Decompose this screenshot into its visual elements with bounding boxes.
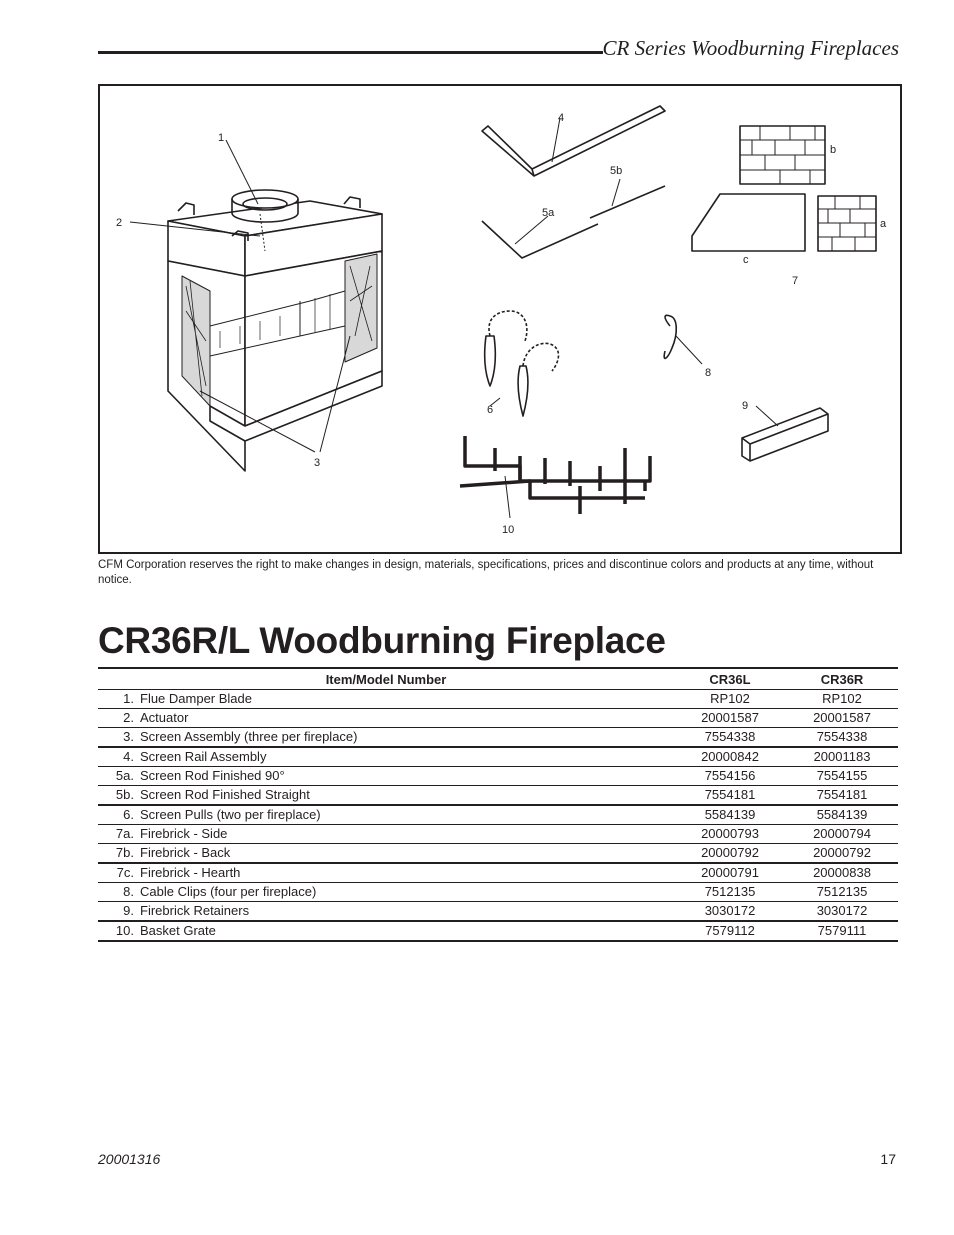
item-description: Cable Clips (four per fireplace) (140, 884, 317, 899)
item-description: Screen Rod Finished Straight (140, 787, 310, 802)
header-cr36l: CR36L (709, 671, 751, 687)
table-row (98, 786, 898, 806)
cr36l-part-number: 7512135 (704, 884, 756, 899)
table-row (98, 805, 898, 825)
table-row (98, 709, 898, 728)
cr36r-part-number: RP102 (822, 691, 862, 706)
page-title: CR36R/L Woodburning Fireplace (98, 620, 666, 661)
cr36r-part-number: 7512135 (816, 884, 868, 899)
item-description: Actuator (140, 710, 189, 725)
callout-4: 4 (558, 112, 565, 124)
item-description: Firebrick - Side (140, 826, 228, 841)
cr36l-part-number: 20000791 (701, 865, 759, 880)
item-number: 4. (123, 749, 134, 764)
item-number: 5a. (115, 768, 134, 783)
parts-table (98, 667, 898, 942)
callout-6: 6 (487, 404, 494, 416)
item-number: 3. (123, 729, 134, 744)
cr36r-part-number: 7554181 (816, 787, 868, 802)
cr36l-part-number: 7554156 (704, 768, 756, 783)
item-description: Firebrick - Back (140, 845, 231, 860)
callout-10: 10 (502, 524, 515, 536)
cr36l-part-number: 20000842 (701, 749, 759, 764)
item-description: Basket Grate (140, 923, 216, 938)
screen-rail-drawing (482, 106, 665, 176)
parts-diagram-svg (100, 86, 900, 552)
screen-rods-drawing (482, 179, 665, 258)
callout-c: c (743, 254, 749, 266)
cr36r-part-number: 3030172 (816, 903, 868, 918)
callout-2: 2 (116, 217, 123, 229)
item-number: 6. (123, 807, 134, 822)
table-row (98, 921, 898, 941)
callout-a: a (880, 218, 887, 230)
item-description: Screen Assembly (three per fireplace) (140, 729, 358, 744)
cr36l-part-number: 5584139 (704, 807, 756, 822)
item-number: 2. (123, 710, 134, 725)
table-row (98, 844, 898, 864)
table-row (98, 728, 898, 748)
item-number: 7c. (116, 865, 134, 880)
cr36l-part-number: 20001587 (701, 710, 759, 725)
item-description: Screen Rod Finished 90° (140, 768, 285, 783)
screen-pulls-drawing (485, 311, 559, 416)
callout-1: 1 (218, 132, 225, 144)
header-rule (98, 51, 603, 54)
item-description: Flue Damper Blade (140, 691, 252, 706)
table-row (98, 883, 898, 902)
header-cr36r: CR36R (820, 671, 864, 687)
cr36l-part-number: RP102 (710, 691, 750, 706)
cr36r-part-number: 20001183 (813, 749, 871, 764)
cr36r-part-number: 5584139 (816, 807, 868, 822)
disclaimer-text: CFM Corporation reserves the right to make changes in design, materials, specifications, prices and discontinue colors and products at any time, without notice. (98, 559, 874, 586)
parts-diagram (98, 84, 902, 554)
cr36l-part-number: 20000792 (701, 845, 759, 860)
cr36r-part-number: 7579111 (817, 923, 867, 938)
table-row (98, 747, 898, 767)
item-number: 7b. (115, 845, 134, 860)
callout-8: 8 (705, 367, 712, 379)
table-row (98, 863, 898, 883)
table-row (98, 902, 898, 922)
table-row (98, 690, 898, 709)
item-number: 8. (123, 884, 134, 899)
item-description: Screen Pulls (two per fireplace) (140, 807, 321, 822)
cr36r-part-number: 20000794 (813, 826, 871, 841)
firebricks-drawing (692, 126, 876, 251)
callout-9: 9 (742, 400, 749, 412)
callout-3: 3 (314, 457, 321, 469)
cr36r-part-number: 20000792 (813, 845, 871, 860)
header-title: CR Series Woodburning Fireplaces (602, 36, 899, 60)
item-number: 1. (123, 691, 134, 706)
item-description: Firebrick Retainers (140, 903, 250, 918)
item-number: 9. (123, 903, 134, 918)
table-row (98, 825, 898, 844)
callout-7: 7 (792, 275, 799, 287)
item-description: Firebrick - Hearth (140, 865, 241, 880)
header-item-model: Item/Model Number (325, 671, 447, 687)
cr36l-part-number: 7554338 (704, 729, 756, 744)
table-row (98, 767, 898, 786)
item-number: 7a. (115, 826, 134, 841)
cr36l-part-number: 20000793 (701, 826, 759, 841)
table-header-row (98, 668, 898, 690)
cable-clip-drawing (664, 315, 702, 364)
cr36l-part-number: 7579112 (705, 923, 755, 938)
document-number: 20001316 (98, 1151, 161, 1167)
callout-5b: 5b (610, 165, 623, 177)
cr36l-part-number: 3030172 (704, 903, 756, 918)
cr36r-part-number: 20000838 (813, 865, 871, 880)
cr36l-part-number: 7554181 (704, 787, 756, 802)
item-number: 10. (115, 923, 134, 938)
cr36r-part-number: 7554338 (816, 729, 868, 744)
fireplace-drawing (168, 190, 382, 471)
callout-5a: 5a (542, 207, 555, 219)
cr36r-part-number: 20001587 (813, 710, 871, 725)
page-number: 17 (880, 1151, 896, 1167)
cr36r-part-number: 7554155 (816, 768, 868, 783)
item-description: Screen Rail Assembly (140, 749, 267, 764)
callout-b: b (830, 144, 837, 156)
basket-grate-drawing (460, 436, 650, 518)
item-number: 5b. (115, 787, 134, 802)
firebrick-retainer-drawing (742, 406, 828, 461)
